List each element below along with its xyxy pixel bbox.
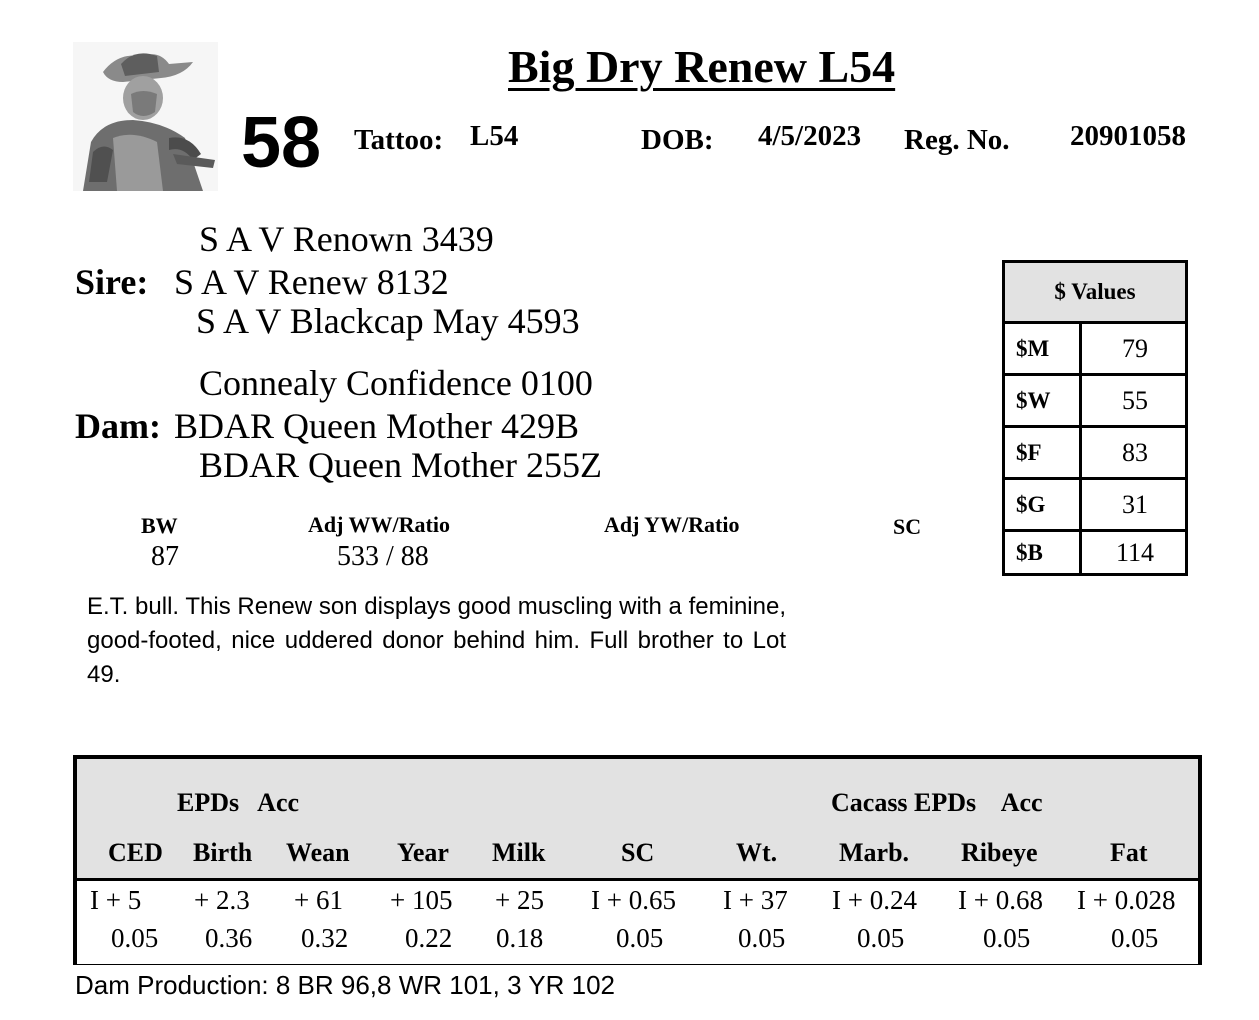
perf-header-ww: Adj WW/Ratio <box>308 512 450 537</box>
acc-value-ribeye: 0.05 <box>983 923 1031 953</box>
epd-table <box>73 755 1202 965</box>
dollar-value: 83 <box>1122 437 1148 467</box>
dollar-row-m <box>1005 324 1185 376</box>
epd-group-label: EPDs Acc <box>177 788 300 817</box>
reg-label: Reg. No. <box>904 124 1010 156</box>
tattoo-label: Tattoo: <box>354 124 444 156</box>
acc-value-marb: 0.05 <box>857 923 905 953</box>
epd-col-wt: Wt. <box>736 838 778 867</box>
acc-value-wean: 0.32 <box>301 923 349 953</box>
dollar-value: 79 <box>1122 333 1148 363</box>
epd-value-birth: + 2.3 <box>194 885 250 915</box>
dollar-value: 31 <box>1122 489 1148 519</box>
perf-value-bw: 87 <box>151 541 179 572</box>
dam-label: Dam: <box>75 406 161 446</box>
acc-value-sc: 0.05 <box>616 923 664 953</box>
epd-value-wean: + 61 <box>294 885 343 915</box>
epd-col-ced: CED <box>108 838 163 867</box>
cowboy-portrait-icon <box>73 42 218 191</box>
dollar-value: 55 <box>1122 385 1148 415</box>
epd-col-ribeye: Ribeye <box>961 838 1038 867</box>
epd-col-fat: Fat <box>1110 838 1148 867</box>
acc-value-birth: 0.36 <box>205 923 253 953</box>
epd-col-year: Year <box>397 838 449 867</box>
dam-name: BDAR Queen Mother 429B <box>174 406 579 446</box>
dam-sire: Connealy Confidence 0100 <box>199 363 593 403</box>
dollar-row-f <box>1005 428 1185 480</box>
acc-value-wt: 0.05 <box>738 923 786 953</box>
epd-value-marb: I + 0.24 <box>832 885 917 915</box>
dollar-value: 114 <box>1115 537 1155 567</box>
sire-name: S A V Renew 8132 <box>174 262 449 302</box>
epd-col-milk: Milk <box>492 838 546 867</box>
perf-header-sc: SC <box>893 514 922 539</box>
acc-value-ced: 0.05 <box>111 923 159 953</box>
dollar-label: $W <box>1005 376 1082 425</box>
dob-label: DOB: <box>641 124 714 156</box>
epd-value-milk: + 25 <box>495 885 544 915</box>
logo-image <box>73 42 218 191</box>
dollar-values-table <box>1002 260 1188 576</box>
epd-value-sc: I + 0.65 <box>591 885 676 915</box>
reg-number: 20901058 <box>1070 120 1186 152</box>
epd-value-ribeye: I + 0.68 <box>958 885 1043 915</box>
lot-number: 58 <box>241 103 322 183</box>
dollar-label: $B <box>1005 532 1082 573</box>
dollar-row-b <box>1005 532 1185 573</box>
epd-value-fat: I + 0.028 <box>1077 885 1176 915</box>
dollar-label: $F <box>1005 428 1082 477</box>
dollar-label: $G <box>1005 480 1082 529</box>
acc-value-fat: 0.05 <box>1111 923 1159 953</box>
epd-col-marb: Marb. <box>839 838 910 867</box>
tattoo-value: L54 <box>470 120 519 152</box>
dob-value: 4/5/2023 <box>758 120 862 152</box>
dollar-row-g <box>1005 480 1185 532</box>
dollar-values-title: $ Values <box>1005 263 1185 324</box>
perf-value-ww: 533 / 88 <box>337 541 429 572</box>
epd-col-birth: Birth <box>193 838 253 867</box>
perf-header-yw: Adj YW/Ratio <box>604 512 740 537</box>
sire-label: Sire: <box>75 262 149 302</box>
acc-value-year: 0.22 <box>405 923 453 953</box>
epd-table-body <box>77 878 1198 964</box>
epd-col-wean: Wean <box>286 838 350 867</box>
epd-col-sc: SC <box>621 838 655 867</box>
dam-production: Dam Production: 8 BR 96,8 WR 101, 3 YR 102 <box>75 970 616 1000</box>
acc-value-milk: 0.18 <box>496 923 544 953</box>
notes-paragraph: E.T. bull. This Renew son displays good muscling with a feminine, good-footed, nice uddered donor behind him. Full brother to Lot 49. <box>87 593 786 688</box>
epd-value-wt: I + 37 <box>723 885 788 915</box>
sire-dam: S A V Blackcap May 4593 <box>196 301 580 341</box>
epd-value-year: + 105 <box>390 885 453 915</box>
animal-name: Big Dry Renew L54 <box>508 41 896 92</box>
perf-header-bw: BW <box>141 513 178 538</box>
carcass-group-label: Cacass EPDs Acc <box>831 788 1043 817</box>
dollar-row-w <box>1005 376 1185 428</box>
dam-dam: BDAR Queen Mother 255Z <box>199 445 602 485</box>
dollar-label: $M <box>1005 324 1082 373</box>
epd-value-ced: I + 5 <box>90 885 142 915</box>
sire-sire: S A V Renown 3439 <box>199 219 494 259</box>
